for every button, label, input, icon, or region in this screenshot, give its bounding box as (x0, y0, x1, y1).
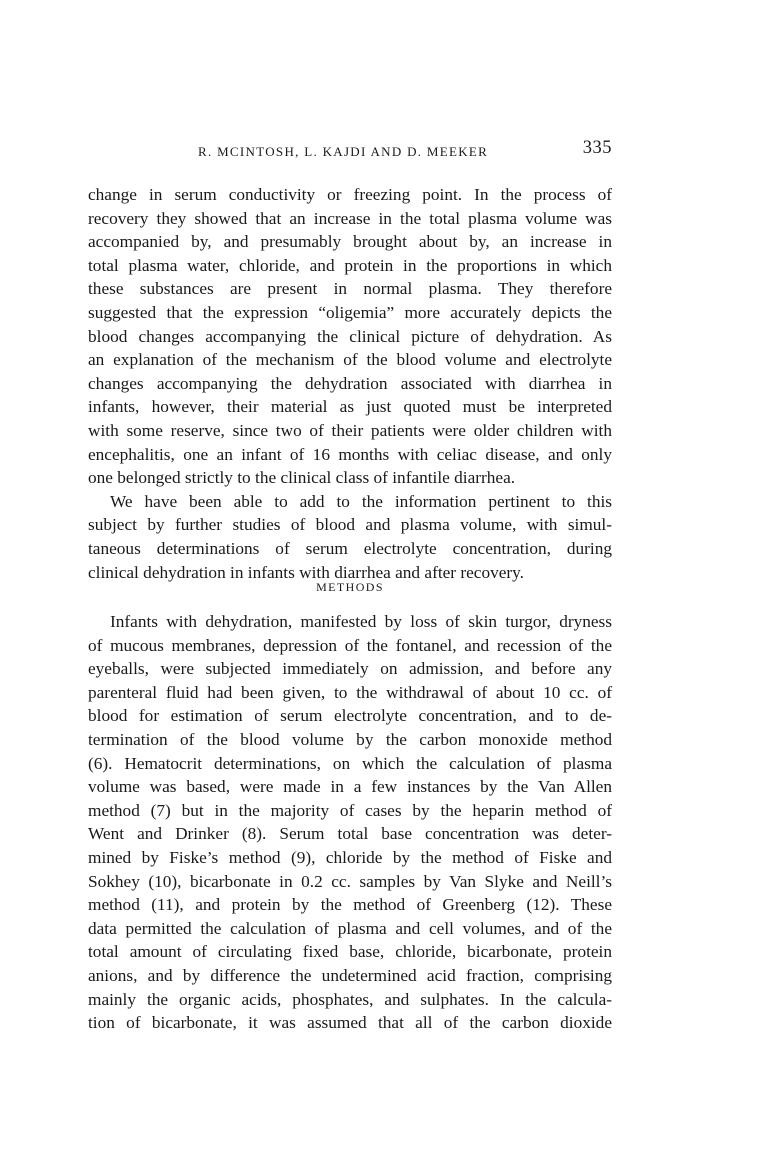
running-head-authors: R. MCINTOSH, L. KAJDI AND D. MEEKER (198, 144, 489, 159)
page-number: 335 (582, 138, 612, 158)
text-line: tion of bicarbonate, it was assumed that all of the carbon dioxide (88, 1013, 612, 1033)
text-line: total amount of circulating fixed base, chloride, bicarbonate, protein (88, 942, 612, 962)
text-line: method (7) but in the majority of cases by the heparin method of (88, 800, 612, 820)
text-line: eyeballs, were subjected immediately on admission, and before any (88, 659, 612, 679)
text-line: anions, and by difference the undetermined acid fraction, comprising (88, 965, 612, 985)
text-line: an explanation of the mechanism of the blood volume and electrolyte (88, 350, 612, 370)
text-line: mainly the organic acids, phosphates, and sulphates. In the calcula- (88, 989, 612, 1009)
text-line: parenteral fluid had been given, to the withdrawal of about 10 cc. of (88, 682, 612, 702)
paragraph-continuation (88, 183, 612, 584)
text-line: data permitted the calculation of plasma and cell volumes, and of the (88, 918, 612, 938)
text-line: termination of the blood volume by the carbon monoxide method (88, 729, 612, 749)
text-line: subject by further studies of blood and plasma volume, with simul- (88, 515, 612, 535)
text-line: accompanied by, and presumably brought about by, an increase in (88, 232, 612, 252)
text-line: mined by Fiske’s method (9), chloride by the method of Fiske and (88, 847, 612, 867)
section-heading-methods: METHODS (316, 580, 384, 594)
text-line: one belonged strictly to the clinical class of infantile diarrhea. (88, 468, 516, 488)
text-line: infants, however, their material as just quoted must be interpreted (88, 397, 612, 417)
text-line: with some reserve, since two of their patients were older children with (88, 420, 612, 440)
text-line: clinical dehydration in infants with diarrhea and after recovery. (88, 562, 525, 582)
text-line: change in serum conductivity or freezing point. In the process of (88, 185, 612, 204)
text-line: total plasma water, chloride, and protein in the proportions in which (88, 255, 612, 275)
text-line: suggested that the expression “oligemia” more accurately depicts the (88, 302, 612, 322)
text-line: Went and Drinker (8). Serum total base concentration was deter- (88, 824, 612, 844)
text-line: blood for estimation of serum electrolyte concentration, and to de- (88, 706, 612, 726)
text-line: Infants with dehydration, manifested by loss of skin turgor, dryness (110, 612, 612, 631)
paragraph-methods (88, 610, 612, 1035)
text-line: changes accompanying the dehydration associated with diarrhea in (88, 373, 612, 393)
text-line: taneous determinations of serum electrolyte concentration, during (88, 538, 612, 558)
running-head (88, 138, 612, 166)
text-line: Sokhey (10), bicarbonate in 0.2 cc. samples by Van Slyke and Neill’s (88, 871, 612, 891)
text-line: method (11), and protein by the method of Greenberg (12). These (88, 895, 612, 915)
text-line: We have been able to add to the information pertinent to this (110, 491, 612, 511)
text-line: of mucous membranes, depression of the fontanel, and recession of the (88, 635, 612, 655)
text-line: volume was based, were made in a few instances by the Van Allen (88, 777, 612, 797)
text-line: (6). Hematocrit determinations, on which the calculation of plasma (88, 753, 612, 773)
text-line: blood changes accompanying the clinical picture of dehydration. As (88, 326, 612, 346)
text-line: recovery they showed that an increase in the total plasma volume was (88, 208, 612, 228)
text-line: encephalitis, one an infant of 16 months with celiac disease, and only (88, 444, 612, 464)
text-line: these substances are present in normal plasma. They therefore (88, 279, 612, 299)
